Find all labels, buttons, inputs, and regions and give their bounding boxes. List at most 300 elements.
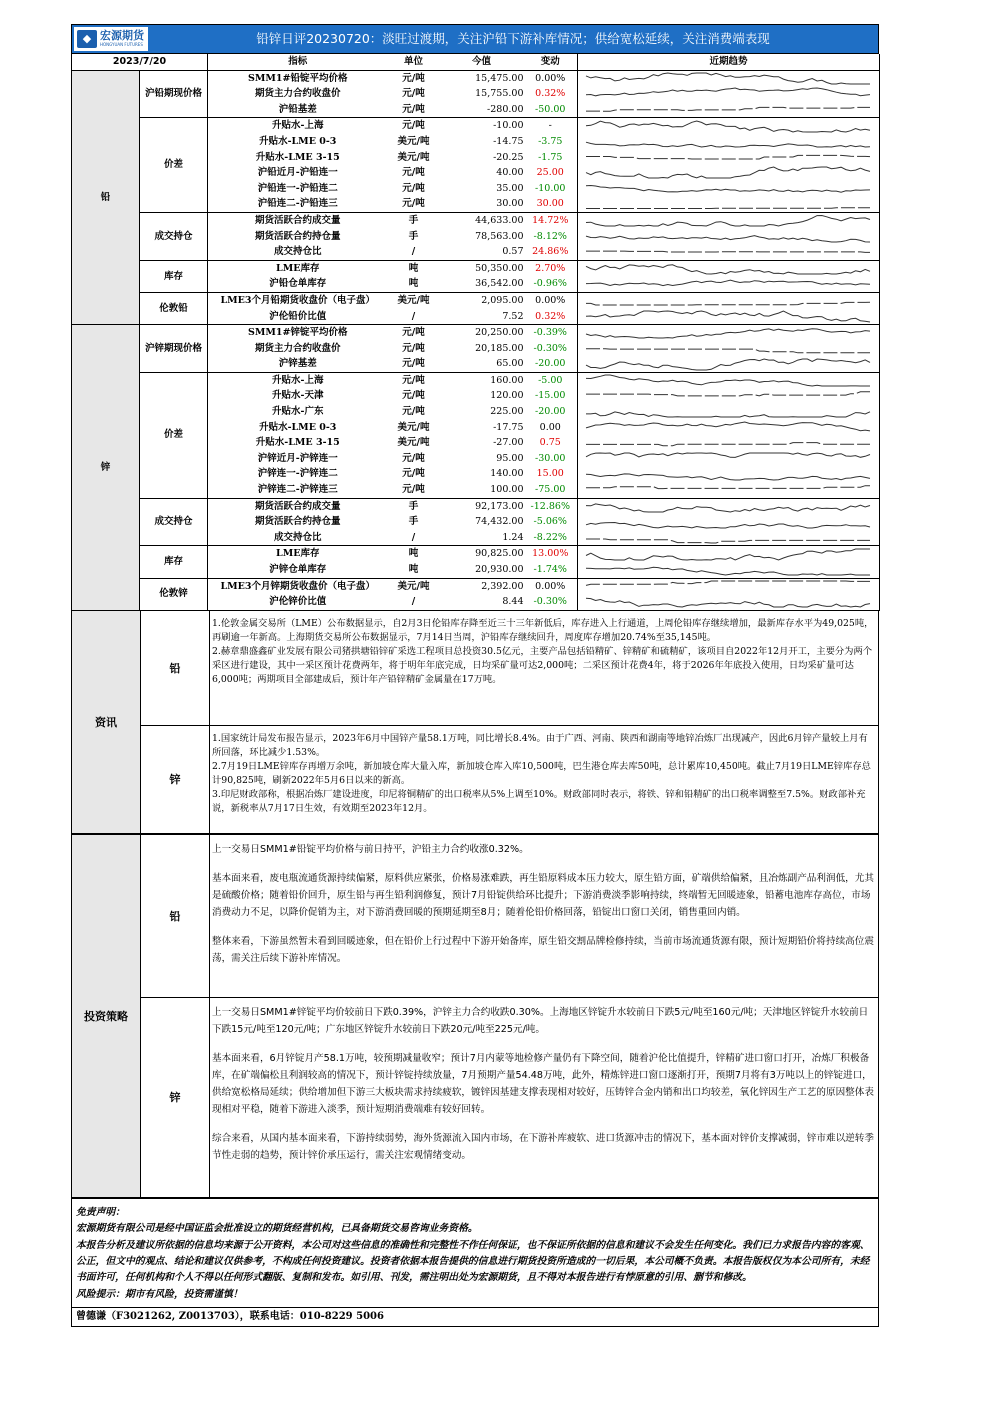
trend-line <box>586 280 870 285</box>
trend-cell <box>578 196 880 212</box>
trend-line <box>586 311 870 322</box>
indicator-change: -15.00 <box>535 390 566 402</box>
indicator-change: -20.00 <box>535 406 566 418</box>
strategy-lead <box>141 835 878 998</box>
news-lead-label: 铅 <box>141 611 210 725</box>
indicator-name: 沪伦铅价比值 <box>208 309 388 325</box>
trend-line <box>586 107 870 111</box>
indicator-group: 沪锌期现价格 <box>140 325 208 373</box>
trend-cell <box>578 404 880 420</box>
trend-line <box>586 453 870 457</box>
indicator-unit: 手 <box>408 516 419 528</box>
strategy-lead-label: 铅 <box>141 835 210 997</box>
trend-sparkline <box>578 309 878 324</box>
trend-cell <box>578 514 880 530</box>
news-zinc-item: 2.7月19日LME锌库存再增万余吨，新加坡仓库大量入库，新加坡仓库入库10,500吨，巴生港仓库去库50吨，总计累库10,450吨。截止7月19日LME锌库存总计90,825吨，刷新2022年5月6日以来的新高。 <box>212 760 871 786</box>
indicator-value: 78,563.00 <box>475 230 524 242</box>
indicator-value: 0.57 <box>440 244 524 260</box>
trend-cell <box>578 546 880 562</box>
risk-warning: 风险提示：期市有风险，投资需谨慎！ <box>76 1288 243 1300</box>
indicator-change: -75.00 <box>524 482 578 498</box>
indicator-change: -1.74% <box>524 562 578 578</box>
indicator-name: 沪铅近月-沪铅连一 <box>257 167 338 179</box>
trend-line <box>586 375 870 386</box>
column-header-row <box>72 54 880 70</box>
indicator-name: 沪铅连一-沪铅连二 <box>257 182 338 194</box>
trend-line <box>586 121 870 132</box>
indicator-value: 20,930.00 <box>440 562 524 578</box>
indicator-name: 沪铅仓单库存 <box>208 276 388 292</box>
trend-line <box>586 155 870 159</box>
report-date: 2023/7/20 <box>72 54 208 70</box>
indicator-value: 44,633.00 <box>475 214 524 226</box>
indicator-name: 升贴水-LME 0-3 <box>259 421 337 433</box>
trend-sparkline <box>578 389 878 404</box>
trend-cell <box>578 229 880 245</box>
trend-sparkline <box>578 134 878 149</box>
indicator-table <box>71 54 880 611</box>
indicator-value: 8.44 <box>440 594 524 610</box>
trend-sparkline <box>578 165 878 180</box>
news-section <box>71 611 879 834</box>
trend-line <box>586 329 870 338</box>
trend-sparkline <box>578 404 878 419</box>
indicator-row <box>72 260 880 276</box>
trend-sparkline <box>578 181 878 196</box>
indicator-name: 升贴水-上海 <box>272 374 324 386</box>
indicator-unit: 元/吨 <box>402 167 425 179</box>
trend-sparkline <box>578 357 878 372</box>
indicator-unit: 美元/吨 <box>397 421 430 433</box>
indicator-value: 20,250.00 <box>475 327 524 339</box>
trend-line <box>586 486 870 489</box>
trend-cell <box>578 292 880 308</box>
indicator-unit: 手 <box>408 230 419 242</box>
trend-line <box>586 522 870 528</box>
trend-cell <box>578 86 880 102</box>
indicator-change: -5.00 <box>538 374 563 386</box>
trend-sparkline <box>578 436 878 451</box>
trend-line <box>586 252 870 253</box>
trend-line <box>586 504 870 512</box>
strategy-section <box>71 834 879 1198</box>
indicator-change: 15.00 <box>536 468 564 480</box>
trend-line <box>586 539 870 543</box>
indicator-group: 库存 <box>140 546 208 578</box>
indicator-unit: 元/吨 <box>402 72 425 84</box>
indicator-unit: 元/吨 <box>388 356 440 372</box>
indicator-unit: 手 <box>408 500 419 512</box>
indicator-value: 35.00 <box>496 182 524 194</box>
indicator-group: 成交持仓 <box>140 212 208 260</box>
indicator-change: -0.39% <box>533 327 567 339</box>
indicator-row <box>72 212 880 228</box>
trend-cell <box>578 578 880 594</box>
indicator-name: 期货活跃合约成交量 <box>254 214 341 226</box>
trend-sparkline <box>578 102 878 117</box>
trend-line <box>586 142 870 147</box>
trend-cell <box>578 562 880 578</box>
indicator-name: 成交持仓比 <box>208 530 388 546</box>
indicator-value: 15,755.00 <box>475 88 524 100</box>
trend-line <box>586 549 870 560</box>
indicator-value: 2,392.00 <box>481 580 524 592</box>
trend-cell <box>578 102 880 118</box>
trend-sparkline <box>578 515 878 530</box>
news-lead-item: 1.伦敦金属交易所（LME）公布数据显示，自2月3日伦铅库存降至近三十三年新低后，库存进入上行通道，上周伦铅库存继续增加，最新库存水平为49,025吨，再刷逾一年新高。上海期货交易所公布数据显示，7月14日当周，沪铅库存继续回升，周度库存增加20.74%至35,145吨。 <box>212 617 874 643</box>
trend-sparkline <box>578 373 878 388</box>
indicator-unit: / <box>388 244 440 260</box>
indicator-unit: 元/吨 <box>402 327 425 339</box>
indicator-unit: 元/吨 <box>402 120 425 132</box>
indicator-change: 14.72% <box>532 214 569 226</box>
indicator-value: 2,095.00 <box>481 294 524 306</box>
indicator-change: -8.22% <box>524 530 578 546</box>
indicator-change: 13.00% <box>532 548 569 560</box>
strategy-lead-para: 基本面来看，废电瓶流通货源持续偏紧，原料供应紧张，价格易涨难跌，再生铅原料成本压力较大，原生铅方面，矿端供给偏紧，且冶炼副产品利润低，尤其是硫酸价格；随着铅价回升，原生铅与再生铅利润修复，预计7月铅锭供给环比提升；下游消费淡季影响持续，终端暂无回暖迹象，铅蓄电池库存高位，市场消费动力不足，以降价促销为主，对下游消费回暖的预期延期至8月；随着伦铅价格回落，铅锭出口窗口关闭，销售重回内销。 <box>212 872 874 918</box>
col-today: 今值 <box>440 54 524 70</box>
strategy-lead-para: 整体来看，下游虽然暂未看到回暖迹象，但在铅价上行过程中下游开始备库，原生铅交割品牌检修持续，当前市场流通货源有限，预计短期铅价将持续高位震荡，需关注后续下游补库情况。 <box>212 935 874 964</box>
indicator-change: -3.75 <box>538 135 563 147</box>
indicator-unit: 吨 <box>388 276 440 292</box>
indicator-change: 0.32% <box>524 309 578 325</box>
indicator-row <box>72 498 880 514</box>
trend-sparkline <box>578 71 878 86</box>
indicator-change: 0.00% <box>535 294 566 306</box>
trend-cell <box>578 356 880 372</box>
indicator-unit: 吨 <box>408 548 419 560</box>
indicator-unit: 元/吨 <box>402 88 425 100</box>
indicator-unit: 元/吨 <box>402 406 425 418</box>
indicator-value: -17.75 <box>493 421 524 433</box>
strategy-zinc-para: 上一交易日SMM1#锌锭平均价较前日下跌0.39%，沪锌主力合约收跌0.30%。上海地区锌锭升水较前日下跌5元/吨至160元/吨；天津地区锌锭升水较前日下跌15元/吨至120元/吨；广东地区锌锭升水较前日下跌20元/吨至225元/吨。 <box>212 1006 869 1035</box>
trend-cell <box>578 244 880 260</box>
indicator-unit: 美元/吨 <box>397 580 430 592</box>
trend-sparkline <box>578 119 878 134</box>
trend-cell <box>578 388 880 404</box>
indicator-value: 15,475.00 <box>475 72 524 84</box>
col-change: 变动 <box>524 54 578 70</box>
trend-line <box>586 422 870 431</box>
indicator-unit: 美元/吨 <box>397 151 430 163</box>
indicator-value: -280.00 <box>440 102 524 118</box>
news-zinc-item: 3.印尼财政部称，根据冶炼厂建设进度，印尼将铜精矿的出口税率从5%上调至10%。财政部同时表示，将铁、锌和铅精矿的出口税率调整至7.5%。财政部补充说，新税率从7月17日生效，有效期至2023年12月。 <box>212 788 866 814</box>
indicator-unit: 吨 <box>408 262 419 274</box>
indicator-value: 120.00 <box>490 390 524 402</box>
indicator-value: 95.00 <box>496 452 524 464</box>
trend-line <box>586 599 870 608</box>
indicator-unit: 元/吨 <box>402 390 425 402</box>
indicator-value: -20.25 <box>493 151 524 163</box>
indicator-row <box>72 292 880 308</box>
indicator-name: 沪锌基差 <box>208 356 388 372</box>
trend-sparkline <box>578 197 878 212</box>
indicator-name: LME库存 <box>276 262 320 274</box>
metal-category: 铅 <box>72 70 140 325</box>
indicator-change: -30.00 <box>535 452 566 464</box>
analyst-contact: 曾德谦（F3021262, Z0013703），联系电话：010-8229 5006 <box>71 1308 879 1327</box>
strategy-label: 投资策略 <box>72 835 141 1197</box>
indicator-name: 升贴水-LME 3-15 <box>255 151 340 163</box>
indicator-change: -20.00 <box>524 356 578 372</box>
trend-sparkline <box>578 420 878 435</box>
trend-cell <box>578 70 880 86</box>
trend-line <box>586 167 870 178</box>
report-header <box>71 24 879 54</box>
trend-sparkline <box>578 579 878 594</box>
trend-line <box>586 568 870 576</box>
trend-line <box>586 349 870 353</box>
indicator-name: LME库存 <box>276 548 320 560</box>
trend-sparkline <box>578 530 878 545</box>
indicator-name: 沪锌连一-沪锌连二 <box>257 468 338 480</box>
indicator-value: 36,542.00 <box>440 276 524 292</box>
trend-sparkline <box>578 467 878 482</box>
indicator-value: 100.00 <box>440 482 524 498</box>
trend-sparkline <box>578 229 878 244</box>
indicator-name: 沪铅连二-沪铅连三 <box>208 196 388 212</box>
indicator-unit: 元/吨 <box>402 468 425 480</box>
trend-cell <box>578 451 880 467</box>
trend-sparkline <box>578 150 878 165</box>
indicator-row <box>72 546 880 562</box>
trend-cell <box>578 260 880 276</box>
indicator-unit: 美元/吨 <box>397 437 430 449</box>
indicator-row <box>72 70 880 86</box>
indicator-name: 期货活跃合约持仓量 <box>254 230 341 242</box>
indicator-group: 伦敦锌 <box>140 578 208 610</box>
strategy-zinc-label: 锌 <box>141 998 210 1197</box>
trend-line <box>586 207 870 208</box>
indicator-change: 25.00 <box>536 167 564 179</box>
trend-sparkline <box>578 261 878 276</box>
trend-line <box>586 302 870 305</box>
indicator-group: 成交持仓 <box>140 498 208 546</box>
trend-sparkline <box>578 499 878 514</box>
indicator-value: 65.00 <box>440 356 524 372</box>
indicator-name: 升贴水-广东 <box>272 406 324 418</box>
trend-cell <box>578 341 880 357</box>
trend-cell <box>578 165 880 181</box>
indicator-value: 74,432.00 <box>475 516 524 528</box>
indicator-value: 1.24 <box>440 530 524 546</box>
indicator-unit: 元/吨 <box>388 196 440 212</box>
indicator-change: -0.96% <box>524 276 578 292</box>
indicator-change: -10.00 <box>535 182 566 194</box>
indicator-name: 升贴水-LME 3-15 <box>255 437 340 449</box>
indicator-name: 期货主力合约收盘价 <box>254 342 341 354</box>
trend-cell <box>578 134 880 150</box>
indicator-row <box>72 118 880 134</box>
trend-cell <box>578 466 880 482</box>
indicator-unit: / <box>388 530 440 546</box>
indicator-unit: 美元/吨 <box>397 294 430 306</box>
logo-subtext: HONGYUAN FUTURES <box>100 42 143 47</box>
trend-cell <box>578 325 880 341</box>
indicator-value: 140.00 <box>490 468 524 480</box>
indicator-row <box>72 372 880 388</box>
trend-line <box>586 442 870 445</box>
news-zinc <box>141 726 878 833</box>
trend-sparkline <box>578 482 878 497</box>
trend-sparkline <box>578 213 878 228</box>
indicator-name: 升贴水-天津 <box>272 390 324 402</box>
disclaimer-title: 免责声明： <box>76 1206 125 1218</box>
trend-sparkline <box>578 86 878 101</box>
indicator-name: 成交持仓比 <box>208 244 388 260</box>
indicator-name: LME3个月锌期货收盘价（电子盘） <box>220 580 376 592</box>
trend-sparkline <box>578 293 878 308</box>
indicator-name: 期货活跃合约持仓量 <box>254 516 341 528</box>
news-zinc-item: 1.国家统计局发布报告显示，2023年6月中国锌产量58.1万吨，同比增长8.4%。由于广西、河南、陕西和湖南等地锌冶炼厂出现减产，因此6月锌产量较上月有所回落，环比减少1.53%。 <box>212 732 868 758</box>
trend-cell <box>578 594 880 610</box>
indicator-name: 升贴水-上海 <box>272 120 324 132</box>
trend-sparkline <box>578 341 878 356</box>
indicator-row <box>72 578 880 594</box>
strategy-lead-para: 上一交易日SMM1#铅锭平均价格与前日持平，沪铅主力合约收涨0.32%。 <box>212 843 529 855</box>
indicator-value: 225.00 <box>490 406 524 418</box>
indicator-change: 30.00 <box>524 196 578 212</box>
indicator-unit: 元/吨 <box>402 182 425 194</box>
strategy-zinc-para: 基本面来看，6月锌锭月产58.1万吨，较预期减量收窄；预计7月内蒙等地检修产量仍有下降空间，随着沪伦比值提升，锌精矿进口窗口打开，冶炼厂积极备库，在矿端偏松且利润较高的情况下，预计锌锭持续放量，7月预期产量54.48万吨，此外，精炼锌进口窗口逐渐打开，预期7月将有3万吨以上的锌锭进口，供给宽松格局延续；供给增加但下游三大板块需求持续疲软，镀锌因基建支撑表现相对较好，压铸锌合金内销和出口均较差，氧化锌因生产工艺的原因整体表现相对平稳，随着下游进入淡季，预计短期消费端难有较好回转。 <box>212 1052 874 1115</box>
indicator-change: 0.00 <box>539 421 561 433</box>
indicator-change: -0.30% <box>524 594 578 610</box>
indicator-value: 20,185.00 <box>475 342 524 354</box>
trend-cell <box>578 372 880 388</box>
logo-text: 宏源期货 <box>100 29 144 42</box>
indicator-value: 7.52 <box>440 309 524 325</box>
indicator-change: 24.86% <box>524 244 578 260</box>
trend-cell <box>578 118 880 134</box>
trend-line <box>586 73 870 84</box>
indicator-name: SMM1#铅锭平均价格 <box>248 72 348 84</box>
trend-sparkline <box>578 325 878 340</box>
indicator-change: 0.32% <box>535 88 566 100</box>
indicator-name: 沪锌连二-沪锌连三 <box>208 482 388 498</box>
trend-line <box>586 412 870 417</box>
trend-cell <box>578 212 880 228</box>
col-unit: 单位 <box>388 54 440 70</box>
indicator-name: 升贴水-LME 0-3 <box>259 135 337 147</box>
indicator-unit: 吨 <box>388 562 440 578</box>
indicator-value: 50,350.00 <box>475 262 524 274</box>
trend-cell <box>578 482 880 498</box>
col-indicator: 指标 <box>208 54 388 70</box>
report-title: 铅锌日评20230720：淡旺过渡期，关注沪铅下游补库情况；供给宽松延续，关注消费端表现 <box>256 31 770 46</box>
trend-cell <box>578 530 880 546</box>
trend-line <box>586 88 870 96</box>
indicator-name: SMM1#锌锭平均价格 <box>248 327 348 339</box>
indicator-group: 沪铅期现价格 <box>140 70 208 118</box>
indicator-unit: / <box>388 309 440 325</box>
indicator-group: 价差 <box>140 118 208 213</box>
indicator-unit: 元/吨 <box>388 102 440 118</box>
indicator-unit: 元/吨 <box>388 482 440 498</box>
trend-sparkline <box>578 277 878 292</box>
indicator-unit: 元/吨 <box>402 342 425 354</box>
indicator-name: 沪锌仓单库存 <box>208 562 388 578</box>
indicator-change: -8.12% <box>533 230 567 242</box>
disclaimer-line: 本报告分析及建议所依据的信息均来源于公开资料，本公司对这些信息的准确性和完整性不作任何保证，也不保证所依据的信息和建议不会发生任何变化。我们已力求报告内容的客观、公正，但文中的观点、结论和建议仅供参考，不构成任何投资建议。投资者依据本报告提供的信息进行期货投资所造成的一切后果，本公司概不负责。本报告版权仅为本公司所有，未经书面许可，任何机构和个人不得以任何形式翻版、复制和发布。如引用、刊发，需注明出处为宏源期货，且不得对本报告进行有悖原意的引用、删节和修改。 <box>76 1239 870 1284</box>
trend-line <box>586 216 870 227</box>
indicator-name: LME3个月铅期货收盘价（电子盘） <box>220 294 376 306</box>
trend-line <box>586 359 870 370</box>
indicator-name: 沪锌近月-沪锌连一 <box>257 452 338 464</box>
indicator-value: 92,173.00 <box>475 500 524 512</box>
trend-line <box>586 235 870 241</box>
indicator-value: -27.00 <box>493 437 524 449</box>
logo-icon: ◆ <box>77 30 97 48</box>
indicator-name: 沪铅基差 <box>208 102 388 118</box>
trend-line <box>586 581 870 585</box>
trend-line <box>586 392 870 396</box>
trend-sparkline <box>578 562 878 577</box>
indicator-change: 0.75 <box>539 437 561 449</box>
trend-sparkline <box>578 244 878 259</box>
indicator-change: - <box>548 120 552 132</box>
trend-cell <box>578 276 880 292</box>
trend-line <box>586 474 870 480</box>
trend-cell <box>578 309 880 325</box>
trend-line <box>586 265 870 274</box>
indicator-change: 0.00% <box>535 580 566 592</box>
indicator-unit: 元/吨 <box>402 374 425 386</box>
trend-cell <box>578 498 880 514</box>
indicator-group: 伦敦铅 <box>140 292 208 324</box>
news-lead-item: 2.赫章鼎盛鑫矿业发展有限公司猪拱塘铅锌矿采选工程项目总投资30.5亿元，主要产品包括铅精矿、锌精矿和硫精矿，该项目自2022年12月开工，主要分为两个采区进行建设，其中一采区预计花费两年，将于明年年底完成，日均采矿量可达2,000吨；二采区预计花费4年，将于2026年年底投入使用，日均采矿量可达6,000吨；两期项目全部建成后，预计年产铅锌精矿金属量在17万吨。 <box>212 645 873 685</box>
indicator-value: 30.00 <box>440 196 524 212</box>
indicator-change: 0.00% <box>535 72 566 84</box>
indicator-value: -14.75 <box>493 135 524 147</box>
indicator-change: -1.75 <box>538 151 563 163</box>
metal-category: 锌 <box>72 325 140 611</box>
indicator-unit: 手 <box>408 214 419 226</box>
indicator-name: 沪伦锌价比值 <box>208 594 388 610</box>
indicator-change: 2.70% <box>535 262 566 274</box>
trend-line <box>586 186 870 193</box>
indicator-value: 90,825.00 <box>475 548 524 560</box>
col-trend: 近期趋势 <box>578 54 880 70</box>
indicator-value: 40.00 <box>496 167 524 179</box>
indicator-group: 价差 <box>140 372 208 498</box>
indicator-unit: 美元/吨 <box>397 135 430 147</box>
disclaimer <box>71 1198 879 1308</box>
trend-cell <box>578 181 880 197</box>
trend-sparkline <box>578 547 878 562</box>
news-zinc-label: 锌 <box>141 726 210 833</box>
trend-sparkline <box>578 594 878 609</box>
trend-cell <box>578 435 880 451</box>
report-page <box>71 24 879 1327</box>
indicator-change: -0.30% <box>533 342 567 354</box>
indicator-name: 期货主力合约收盘价 <box>254 88 341 100</box>
trend-cell <box>578 150 880 166</box>
indicator-change: -12.86% <box>530 500 570 512</box>
disclaimer-line: 宏源期货有限公司是经中国证监会批准设立的期货经营机构，已具备期货交易咨询业务资格。 <box>76 1223 478 1235</box>
trend-sparkline <box>578 451 878 466</box>
company-logo <box>74 27 148 51</box>
indicator-row <box>72 325 880 341</box>
indicator-change: -50.00 <box>524 102 578 118</box>
news-lead <box>141 611 878 726</box>
trend-cell <box>578 420 880 436</box>
indicator-value: 160.00 <box>490 374 524 386</box>
strategy-zinc-para: 综合来看，从国内基本面来看，下游持续弱势，海外货源流入国内市场，在下游补库疲软、进口货源冲击的情况下，基本面对锌价支撑减弱，锌市难以逆转季节性走弱的趋势，预计锌价承压运行，需关注宏观情绪变动。 <box>212 1132 874 1161</box>
news-label: 资讯 <box>72 611 141 833</box>
indicator-value: -10.00 <box>493 120 524 132</box>
indicator-unit: 元/吨 <box>402 452 425 464</box>
indicator-unit: / <box>388 594 440 610</box>
